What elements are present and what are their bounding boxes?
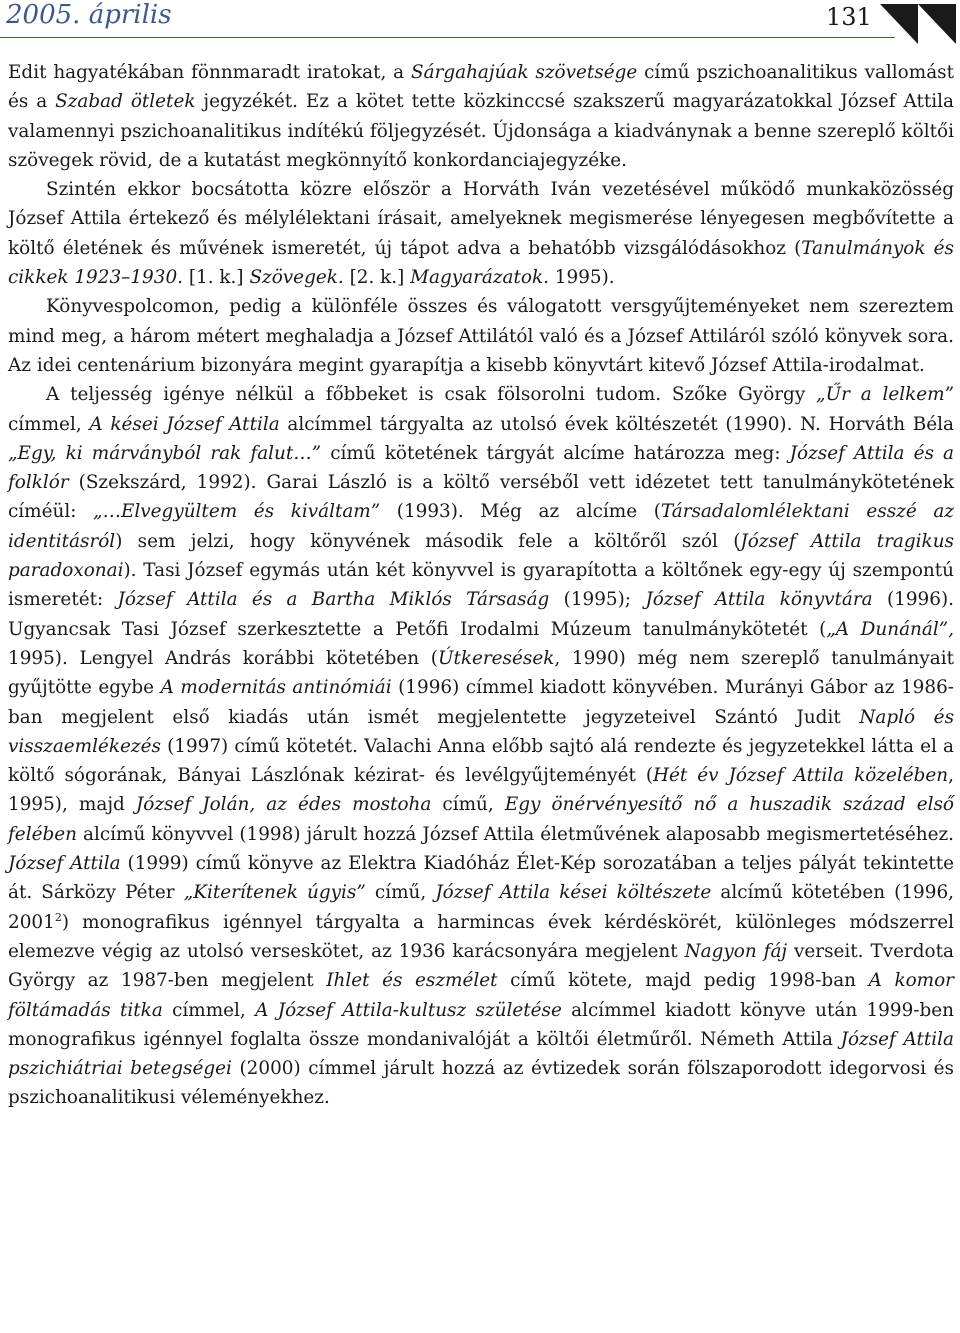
italic-title: A modernitás antinómiái <box>160 677 392 699</box>
text-run: (1999) című könyve az Elektra Kiadóház Élet-Kép sorozatában a teljes pályát tekintette át. Sárközy Péter <box>8 853 954 904</box>
italic-title: Magyarázatok. <box>410 267 549 289</box>
text-run: (Szekszárd, 1992). Garai László is a költő verséből vett idézetet tett tanulmánykötetének címéül: <box>8 472 954 523</box>
italic-title: Ihlet és eszmélet <box>326 970 498 992</box>
italic-title: „Űr a lelkem” <box>816 384 954 406</box>
text-run: (1995); <box>549 589 646 611</box>
italic-title: A kései József Attila <box>89 413 280 435</box>
text-run: alcímű könyvvel (1998) járult hozzá József Attila életművének alaposabb megismertetéséhez. <box>76 823 954 845</box>
text-run: verseit. Tverdota György az 1987-ben megjelent <box>8 940 954 992</box>
italic-title: Egy önérvényesítő nő a huszadik század első felében <box>8 794 954 845</box>
italic-title: József Jolán, az édes mostoha <box>135 794 432 816</box>
italic-title: József Attila tragikus paradoxonai <box>8 530 954 582</box>
text-run: [1. k.] <box>183 267 250 289</box>
text-run: (1996). Ugyancsak Tasi József szerkesztette a Petőfi Irodalmi Múzeum tanulmánykötetét ( <box>8 589 954 640</box>
text-run: címmel, <box>162 999 256 1021</box>
italic-title: „A Dunánál”, <box>826 618 954 640</box>
text-run: című, <box>431 794 505 816</box>
italic-title: József Attila kései költészete <box>435 882 712 904</box>
paragraph <box>8 292 954 380</box>
text-run: (1996) címmel kiadott könyvében. Murányi Gábor az 1986-ban megjelent első kiadás után ismét megjelentette jegyzeteivel Szántó Judit <box>8 677 954 728</box>
article-body <box>8 58 954 1113</box>
text-run: ). Tasi József egymás után két könyvvel is gyarapította a költőnek egy-egy új szempontú ismeretét: <box>8 560 954 611</box>
corner-triangle-left <box>880 4 918 44</box>
italic-title: Hét év József Attila közelében <box>653 765 949 787</box>
header-rule <box>0 37 895 38</box>
text-run: Szintén ekkor bocsátotta közre először a Horváth Iván vezetésével működő munkaközösség József Attila értekező és mélylélektani írásait, amelyeknek megismerése lényegesen megbővítette a költő életének és művének ismeretét, új tápot adva a behatóbb vizsgálódásokhoz ( <box>8 179 954 259</box>
corner-ornament-icon <box>880 2 958 46</box>
text-run: jegyzékét. Ez a kötet tette közkinccsé szakszerű magyarázatokkal József Attila valamennyi pszichoanalitikus indítékú följegyzését. Újdonsága a kiadványnak a benne szereplő költői szövegek rövid, de a kutatást megkönnyítő konkordanciajegyzéke. <box>8 91 954 171</box>
text-run: (1997) című kötetét. Valachi Anna előbb sajtó alá rendezte és jegyzetekkel látta el a költő sógorának, Bányai Lászlónak kézirat- és levélgyűjteményét ( <box>8 735 954 787</box>
paragraph <box>8 175 954 292</box>
italic-title: József Attila <box>8 853 121 875</box>
corner-triangle-right <box>918 4 956 44</box>
text-run: alcímmel kiadott könyve után 1999-ben monografikus igénnyel foglalta össze mondanivalóját a költői életműről. Németh Attila <box>8 999 954 1050</box>
text-run: alcímű kötetében (1996, 2001 <box>8 882 954 933</box>
italic-title: József Attila könyvtára <box>645 589 873 611</box>
page-header <box>0 0 960 42</box>
text-run: 1995). <box>548 267 615 289</box>
text-run: [2. k.] <box>343 267 411 289</box>
text-run: , 1990) még nem szereplő tanulmányait gyűjtötte egybe <box>8 647 954 699</box>
text-run: című, <box>365 882 436 904</box>
running-header-date: 2005. április <box>6 0 172 30</box>
text-run: címmel, <box>8 413 90 435</box>
italic-title: Nagyon fáj <box>684 940 788 962</box>
text-run: (2000) címmel járult hozzá az évtizedek során fölszaporodott idegorvosi és pszichoanalitikusi véleményekhez. <box>8 1058 954 1109</box>
italic-title: Útkeresések <box>437 647 555 669</box>
italic-title: Szövegek. <box>249 267 344 289</box>
text-run: ) sem jelzi, hogy könyvének második fele a költőről szól ( <box>115 530 741 552</box>
italic-title: „…Elvegyültem és kiváltam” <box>93 501 381 523</box>
italic-title: József Attila és a folklór <box>8 442 954 494</box>
italic-title: Társadalomlélektani esszé az identitásról <box>8 501 954 552</box>
italic-title: Napló és visszaemlékezés <box>8 706 955 757</box>
italic-title: József Attila pszichiátriai betegségei <box>8 1028 955 1080</box>
italic-title: Szabad ötletek <box>55 91 196 113</box>
text-run: című kötetének tárgyát alcíme határozza meg: <box>321 442 790 464</box>
italic-title: „Kiterítenek úgyis” <box>183 882 366 904</box>
italic-title: Tanulmányok és cikkek 1923–1930. <box>8 237 954 289</box>
text-run: című pszichoanalitikus vallomást és a <box>8 62 954 113</box>
text-run: alcímmel tárgyalta az utolsó évek költészetét (1990). N. Horváth Béla <box>279 413 954 435</box>
italic-title: A József Attila-kultusz születése <box>255 999 562 1021</box>
page-number: 131 <box>826 3 872 31</box>
italic-title: Sárgahajúak szövetsége <box>411 62 638 83</box>
text-run: Könyvespolcomon, pedig a különféle összes és válogatott versgyűjteményeket nem szereztem mind meg, a három métert meghaladja a József Attilától való és a József Attiláról szóló könyvek sora. Az idei centenárium bizonyára megint gyarapítja a kisebb könyvtárt kitevő József Attila-irodalmat. <box>8 296 954 376</box>
italic-title: József Attila és a Bartha Miklós Társaság <box>117 589 550 611</box>
paragraph <box>8 380 954 1112</box>
text-run: , 1995), majd <box>8 765 954 816</box>
italic-title: A komor föltámadás titka <box>8 970 954 1021</box>
paragraph <box>8 58 954 175</box>
text-run: ) monografikus igénnyel tárgyalta a harmincas évek kérdéskörét, különleges módszerrel elemezve végig az utolsó verseskötet, az 1936 karácsonyára megjelent <box>8 911 954 962</box>
superscript: 2 <box>54 910 62 924</box>
text-run: című kötete, majd pedig 1998-ban <box>497 970 869 992</box>
text-run: A teljesség igénye nélkül a főbbeket is csak fölsorolni tudom. Szőke György <box>46 384 817 406</box>
text-run: 1995). Lengyel András korábbi kötetében ( <box>8 647 438 669</box>
text-run: (1993). Még az alcíme ( <box>380 501 661 523</box>
text-run: Edit hagyatékában fönnmaradt iratokat, a <box>8 62 411 83</box>
italic-title: „Egy, ki márványból rak falut…” <box>8 442 322 464</box>
